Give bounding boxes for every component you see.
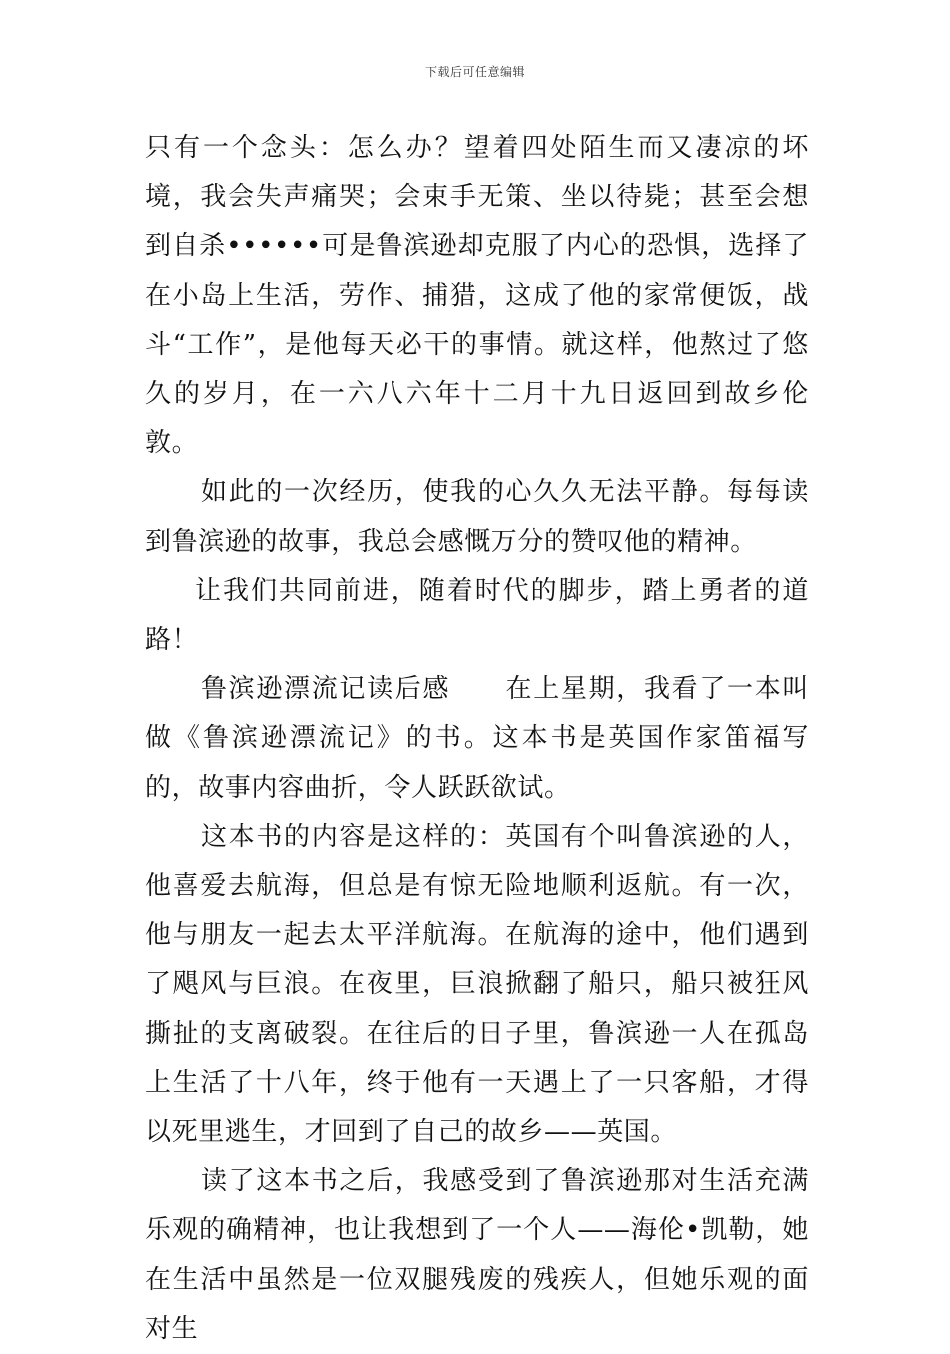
paragraph-3: 让我们共同前进，随着时代的脚步，踏上勇者的道路！ xyxy=(145,575,809,656)
document-body xyxy=(145,124,809,1354)
paragraph-4: 鲁滨逊漂流记读后感 在上星期，我看了一本叫做《鲁滨逊漂流记》的书。这本书是英国作家笛福写的，故事内容曲折，令人跃跃欲试。 xyxy=(145,674,809,803)
page-header: 下载后可任意编辑 xyxy=(424,65,525,79)
paragraph-6: 读了这本书之后，我感受到了鲁滨逊那对生活充满乐观的确精神，也让我想到了一个人——海伦•凯勒，她在生活中虽然是一位双腿残废的残疾人，但她乐观的面对生 xyxy=(145,1166,809,1344)
paragraph-5: 这本书的内容是这样的：英国有个叫鲁滨逊的人，他喜爱去航海，但总是有惊无险地顺利返航。有一次，他与朋友一起去太平洋航海。在航海的途中，他们遇到了飓风与巨浪。在夜里，巨浪掀翻了船只，船只被狂风撕扯的支离破裂。在往后的日子里，鲁滨逊一人在孤岛上生活了十八年，终于他有一天遇上了一只客船，才得以死里逃生，才回到了自己的故乡——英国。 xyxy=(145,821,809,1148)
paragraph-2: 如此的一次经历，使我的心久久无法平静。每每读到鲁滨逊的故事，我总会感慨万分的赞叹他的精神。 xyxy=(145,477,809,557)
paragraph-1: 只有一个念头：怎么办？望着四处陌生而又凄凉的坏境，我会失声痛哭；会束手无策、坐以待毙；甚至会想到自杀••••••可是鲁滨逊却克服了内心的恐惧，选择了在小岛上生活，劳作、捕猎，这成了他的家常便饭，战斗“工作”，是他每天必干的事情。就这样，他熬过了悠久的岁月，在一六八六年十二月十九日返回到故乡伦敦。 xyxy=(145,133,809,459)
